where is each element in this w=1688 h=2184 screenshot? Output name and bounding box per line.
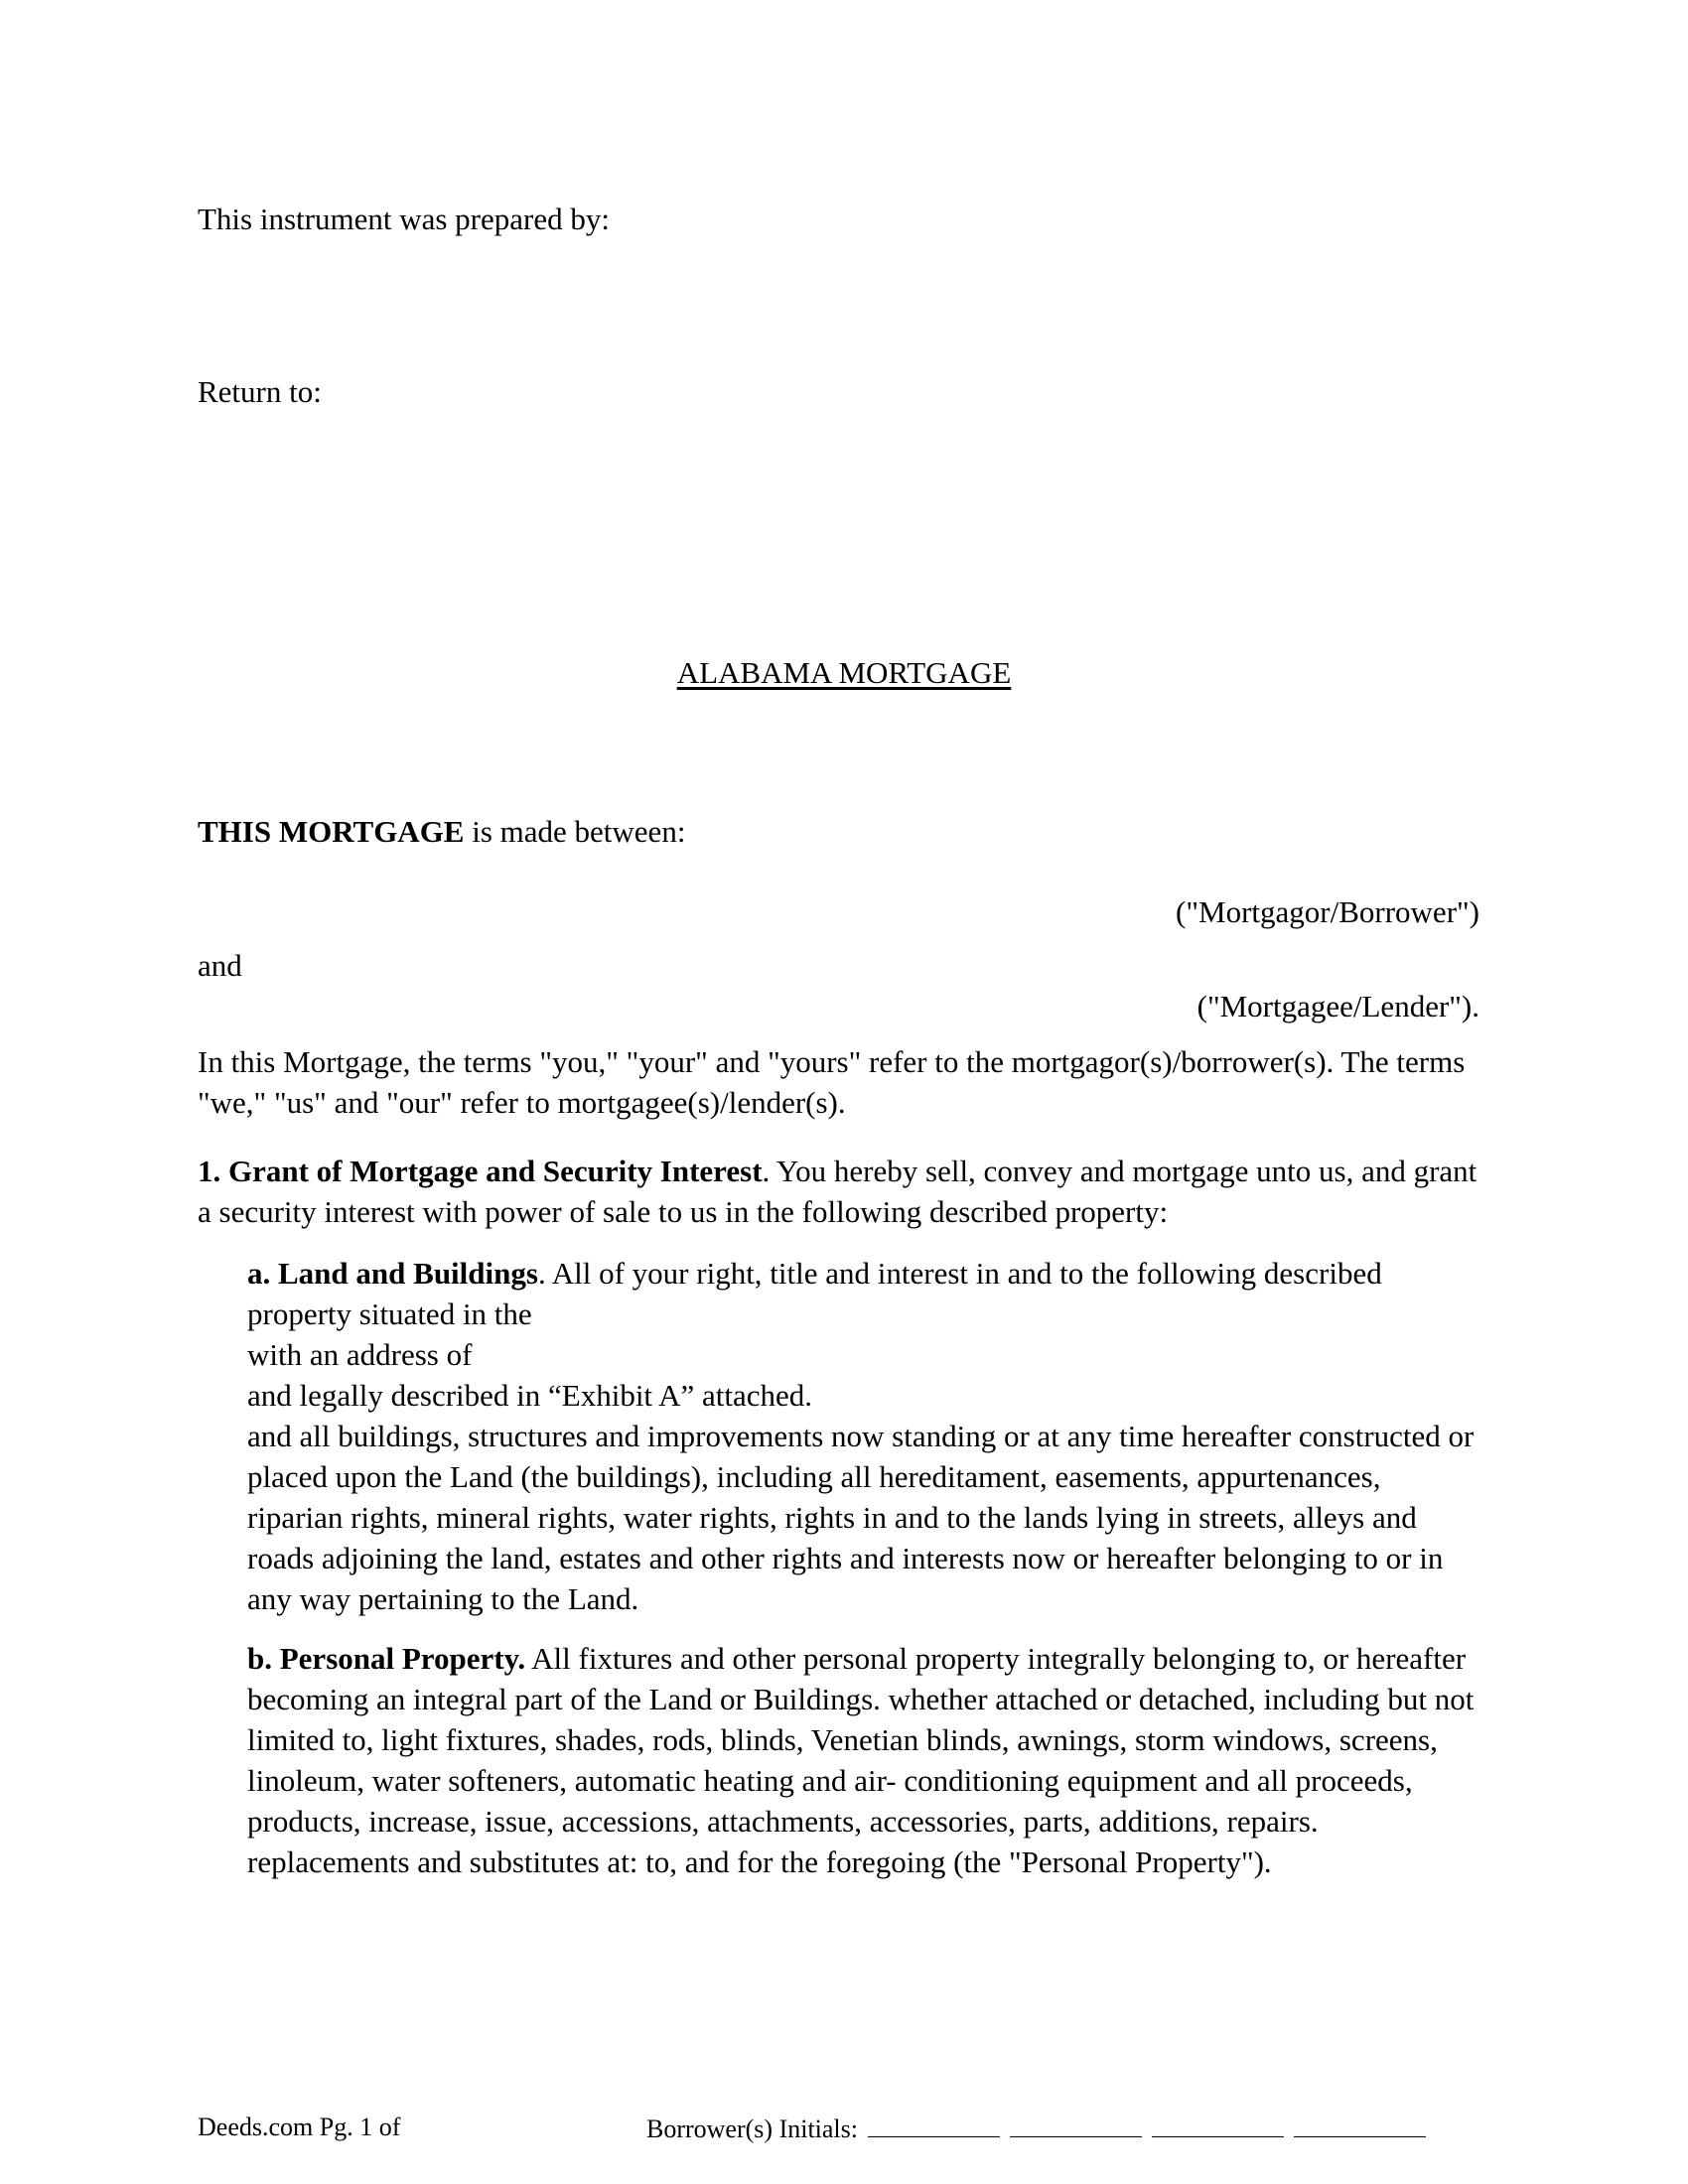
section-1a-line1	[247, 1253, 1382, 1294]
section-1a-line3: with an address of	[247, 1337, 473, 1372]
initials-blank-4[interactable]	[1294, 2111, 1426, 2137]
document-title-text: ALABAMA MORTGAGE	[676, 655, 1012, 690]
return-to-label: Return to:	[198, 374, 322, 409]
footer-source: Deeds.com Pg. 1 of	[198, 2113, 401, 2141]
section-1a-line2: property situated in the	[247, 1297, 532, 1331]
section-1a-heading: a. Land and Buildings	[247, 1256, 538, 1291]
section-1a-line1-text: . All of your right, title and interest in and to the following described	[537, 1256, 1382, 1291]
initials-blank-2[interactable]	[1010, 2111, 1142, 2137]
parties-intro-rest: is made between:	[464, 814, 686, 849]
section-1b-personal-property	[247, 1638, 1483, 1882]
initials-label: Borrower(s) Initials:	[646, 2115, 859, 2143]
prepared-by-label: This instrument was prepared by:	[198, 202, 610, 236]
initials-blank-1[interactable]	[868, 2111, 1000, 2137]
section-1-grant	[198, 1151, 1488, 1232]
parties-intro-bold: THIS MORTGAGE	[198, 814, 465, 849]
section-1b-text: All fixtures and other personal property integrally belonging to, or hereafter becoming an integral part of the Land or Buildings. whether attached or detached, including but not limited to, light fixtures, shades, rods, blinds, Venetian blinds, awnings, storm windows, screens, linoleum, water softeners, automatic heating and air- conditioning equipment and all proceeds, products, increase, issue, accessions, attachments, accessories, parts, additions, repairs. replacements and substitutes at: to, and for the foregoing (the "Personal Property").	[247, 1641, 1475, 1879]
section-1a-rest: and all buildings, structures and improvements now standing or at any time hereafter constructed or placed upon the Land (the buildings), including all hereditament, easements, appurtenances, riparian rights, mineral rights, water rights, rights in and to the lands lying in streets, alleys and roads adjoining the land, estates and other rights and interests now or hereafter belonging to or in any way pertaining to the Land.	[247, 1419, 1475, 1616]
footer-initials	[646, 2111, 1426, 2146]
section-1-text: . You hereby sell, convey and mortgage unto us, and grant a security interest with power of sale to us in the following described property:	[198, 1154, 1477, 1229]
and-label: and	[198, 948, 242, 983]
initials-blank-3[interactable]	[1152, 2111, 1284, 2137]
document-title	[0, 652, 1688, 693]
borrower-label: ("Mortgagor/Borrower")	[1176, 894, 1479, 929]
section-1a-line4: and legally described in “Exhibit A” attached.	[247, 1378, 812, 1413]
lender-label: ("Mortgagee/Lender").	[1196, 989, 1479, 1024]
terms-definition: In this Mortgage, the terms "you," "your" and "yours" refer to the mortgagor(s)/borrower(s). The terms "we," "us" and "our" refer to mortgagee(s)/lender(s).	[198, 1044, 1466, 1120]
parties-intro	[198, 811, 685, 852]
section-1b-heading: b. Personal Property.	[247, 1641, 526, 1676]
section-1-heading: 1. Grant of Mortgage and Security Interest	[198, 1154, 763, 1188]
